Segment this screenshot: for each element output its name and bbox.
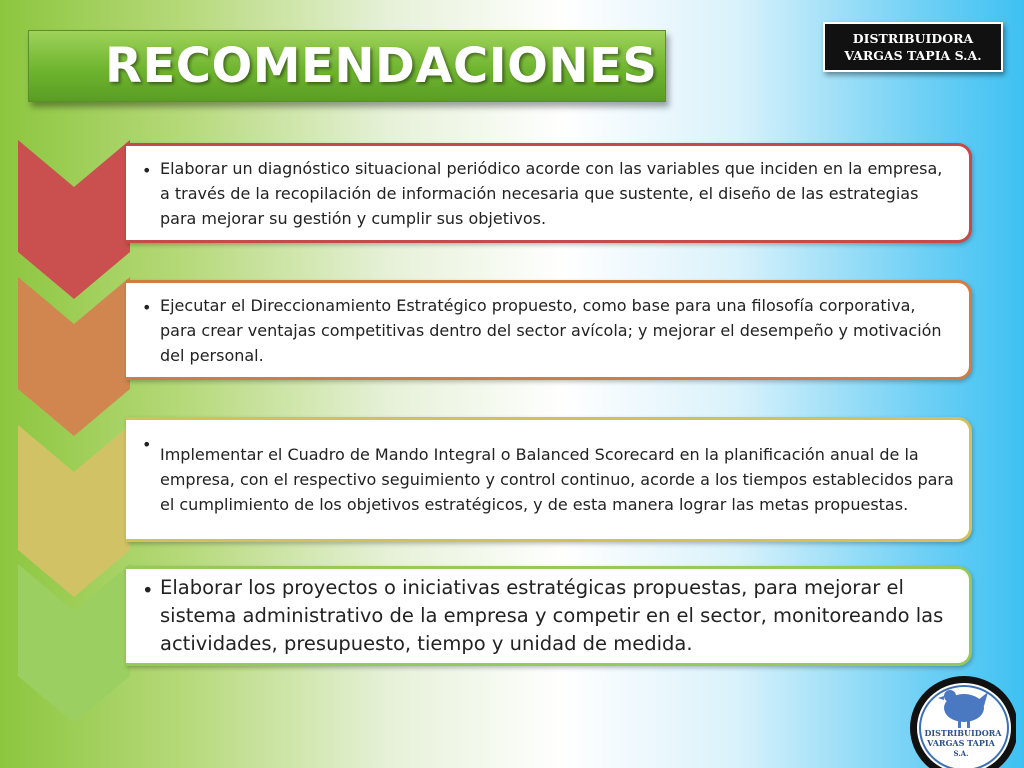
recommendation-text-3: Implementar el Cuadro de Mando Integral o Balanced Scorecard en la planificación anual de la empresa, con el respectivo seguimiento y control continuo, acorde a los tiempos establecidos para el cumplimiento de los objetivos estratégicos, y de esta manera lograr las metas propuestas. <box>160 445 954 514</box>
bullet: • <box>142 579 154 602</box>
recommendation-text-1: Elaborar un diagnóstico situacional periódico acorde con las variables que inciden en la empresa, a través de la recopilación de información necesaria que sustente, el diseño de las estrategias para mejorar su gestión y cumplir sus objetivos. <box>160 158 943 228</box>
recommendation-card-2 <box>126 280 972 380</box>
logo-text-3: S.A. <box>953 749 969 758</box>
chevron-3 <box>18 425 130 597</box>
company-logo <box>904 670 1016 768</box>
logo-text-1: DISTRIBUIDORA <box>924 728 1002 738</box>
company-name-box <box>823 22 1003 72</box>
chevron-2 <box>18 277 130 436</box>
recommendation-card-3 <box>126 417 972 542</box>
bullet: • <box>142 298 152 317</box>
page-title: RECOMENDACIONES <box>105 38 658 94</box>
recommendation-card-4 <box>126 566 972 666</box>
chevron-1 <box>18 140 130 299</box>
logo-text-2: VARGAS TAPIA <box>927 738 995 748</box>
bullet: • <box>142 435 152 454</box>
recommendation-text-4: Elaborar los proyectos o iniciativas estratégicas propuestas, para mejorar el sistema administrativo de la empresa y competir en el sector, monitoreando las actividades, presupuesto, tiempo y unidad de medida. <box>160 576 944 655</box>
company-name-line1: DISTRIBUIDORA <box>852 31 974 46</box>
bullet: • <box>142 161 152 180</box>
company-name-line2: VARGAS TAPIA S.A. <box>844 48 982 63</box>
process-chevrons <box>18 140 130 725</box>
recommendation-text-2: Ejecutar el Direccionamiento Estratégico propuesto, como base para una filosofía corporativa, para crear ventajas competitivas dentro del sector avícola; y mejorar el desempeño y motivación del personal. <box>160 295 942 365</box>
title-banner <box>28 30 666 102</box>
recommendation-card-1 <box>126 143 972 243</box>
